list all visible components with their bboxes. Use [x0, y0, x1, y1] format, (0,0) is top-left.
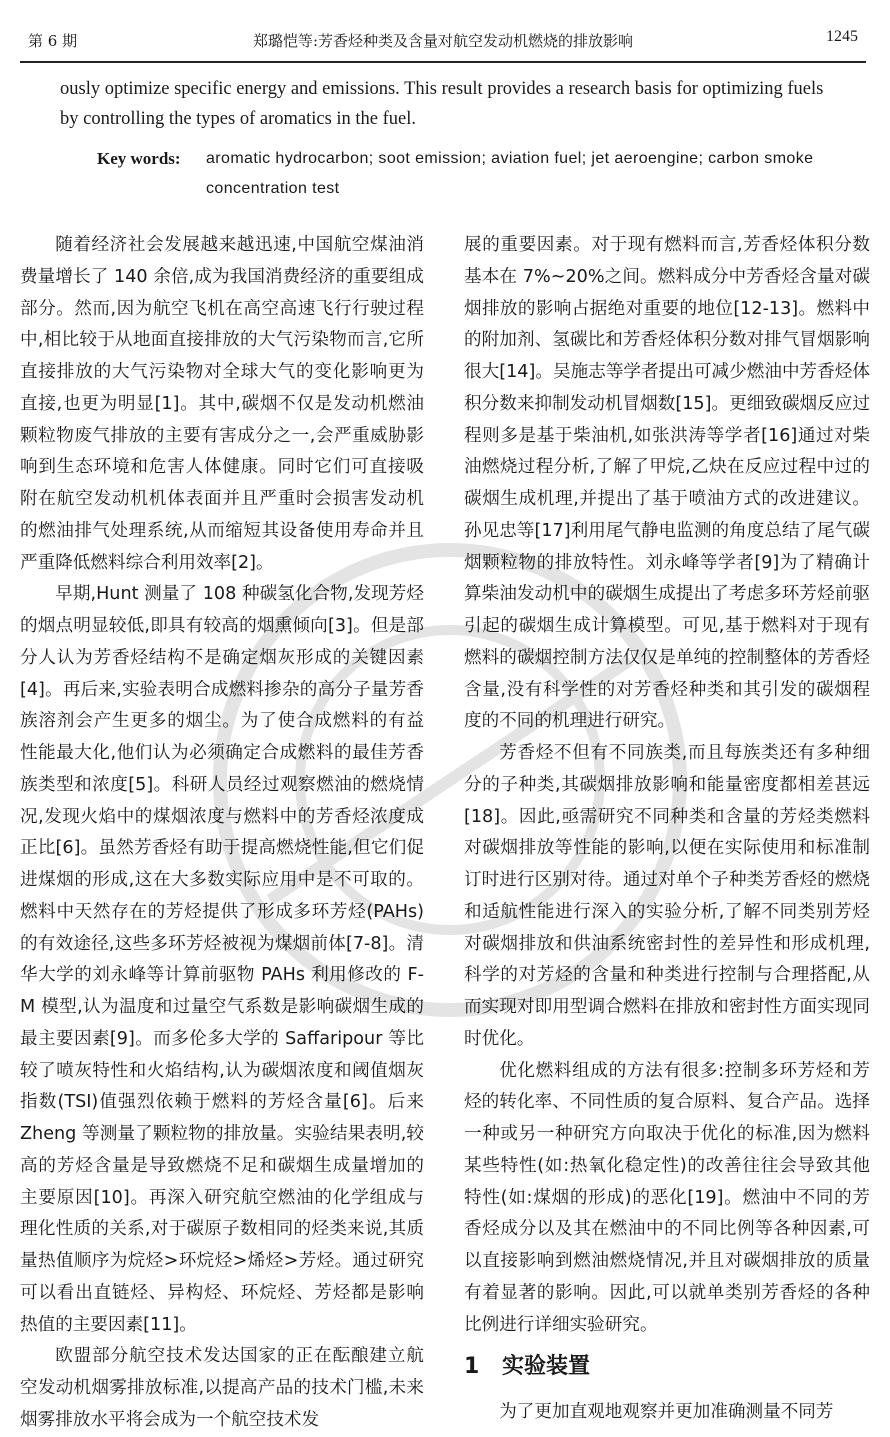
- body-paragraph: 欧盟部分航空技术发达国家的正在酝酿建立航空发动机烟雾排放标准,以提高产品的技术门槛,未来烟雾排放水平将会成为一个航空技术发: [20, 1346, 424, 1430]
- body-paragraph: 芳香烃不但有不同族类,而且每族类还有多种细分的子种类,其碳烟排放影响和能量密度都相差甚远[18]。因此,亟需研究不同种类和含量的芳烃类燃料对碳烟排放等性能的影响,以便在实际使用和标准制订时进行区别对待。通过对单个子种类芳香烃的燃烧和适航性能进行深入的实验分析,了解不同类别芳烃对碳烟排放和供油系统密封性的差异性和形成机理,科学的对芳烃的含量和种类进行控制与合理搭配,从而实现对即用型调合燃料在排放和密封性方面实现同时优化。: [464, 743, 870, 1049]
- section-number: 1: [464, 1354, 480, 1380]
- running-title: 郑璐恺等:芳香烃种类及含量对航空发动机燃烧的排放影响: [252, 32, 634, 50]
- header-rule: [20, 61, 866, 63]
- section-heading: [464, 1351, 870, 1383]
- keywords-text: aromatic hydrocarbon; soot emission; aviation fuel; jet aeroengine; carbon smoke concentration test: [206, 150, 814, 197]
- body-paragraph: 随着经济社会发展越来越迅速,中国航空煤油消费量增长了 140 余倍,成为我国消费经济的重要组成部分。然而,因为航空飞机在高空高速飞行行驶过程中,相比较于从地面直接排放的大气污染物而言,它所直接排放的大气污染物对全球大气的变化影响更为直接,也更为明显[1]。其中,碳烟不仅是发动机燃油颗粒物废气排放的主要有害成分之一,会严重威胁影响到生态环境和危害人体健康。同时它们可直接吸附在航空发动机机体表面并且严重时会损害发动机的燃油排气处理系统,从而缩短其设备使用寿命并且严重降低燃料综合利用效率[2]。: [20, 235, 424, 573]
- body-paragraph: 为了更加直观地观察并更加准确测量不同芳: [499, 1402, 834, 1422]
- page-number: 1245: [826, 28, 858, 45]
- left-column: [20, 230, 424, 1437]
- body-paragraph: 早期,Hunt 测量了 108 种碳氢化合物,发现芳烃的烟点明显较低,即具有较高的烟熏倾向[3]。但是部分人认为芳香烃结构不是确定烟灰形成的关键因素[4]。再后来,实验表明合成燃料掺杂的高分子量芳香族溶剂会产生更多的烟尘。为了使合成燃料的有益性能最大化,他们认为必须确定合成燃料的最佳芳香族类型和浓度[5]。科研人员经过观察燃油的燃烧情况,发现火焰中的煤烟浓度与燃料中的芳香烃浓度成正比[6]。虽然芳香烃有助于提高燃烧性能,但它们促进煤烟的形成,这在大多数实际应用中是不可取的。燃料中天然存在的芳烃提供了形成多环芳烃(PAHs)的有效途径,这些多环芳烃被视为煤烟前体[7-8]。清华大学的刘永峰等计算前驱物 PAHs 利用修改的 F-M 模型,认为温度和过量空气系数是影响碳烟生成的最主要因素[9]。而多伦多大学的 Saffaripour 等比较了喷灰特性和火焰结构,认为碳烟浓度和阈值烟灰指数(TSI)值强烈依赖于燃料的芳烃含量[6]。后来 Zheng 等测量了颗粒物的排放量。实验结果表明,较高的芳烃含量是导致燃烧不足和碳烟生成量增加的主要原因[10]。再深入研究航空燃油的化学组成与理化性质的关系,对于碳原子数相同的烃类来说,其质量热值顺序为烷烃>环烷烃>烯烃>芳烃。通过研究可以看出直链烃、异构烃、环烷烃、芳烃都是影响热值的主要因素[11]。: [20, 584, 424, 1335]
- right-column: [464, 230, 870, 1429]
- running-header: [20, 26, 866, 54]
- issue-label: 第 6 期: [28, 32, 78, 50]
- body-paragraph: 展的重要因素。对于现有燃料而言,芳香烃体积分数基本在 7%~20%之间。燃料成分中芳香烃含量对碳烟排放的影响占据绝对重要的地位[12-13]。燃料中的附加剂、氢碳比和芳香烃体积分数对排气冒烟影响很大[14]。吴施志等学者提出可减少燃油中芳香烃体积分数来抑制发动机冒烟数[15]。更细致碳烟反应过程则多是基于柴油机,如张洪涛等学者[16]通过对柴油燃烧过程分析,了解了甲烷,乙炔在反应过程中过的碳烟生成机理,并提出了基于喷油方式的改进建议。孙见忠等[17]利用尾气静电监测的角度总结了尾气碳烟颗粒物的排放特性。刘永峰等学者[9]为了精确计算柴油发动机中的碳烟生成提出了考虑多环芳烃前驱引起的碳烟生成计算模型。可见,基于燃料对于现有燃料的碳烟控制方法仅仅是单纯的控制整体的芳香烃含量,没有科学性的对芳香烃种类和其引发的碳烟程度的不同的机理进行研究。: [464, 235, 870, 732]
- keywords-label: Key words:: [97, 149, 181, 168]
- abstract-tail: ously optimize specific energy and emissions. This result provides a research basis for optimizing fuels by controlling the types of aromatics in the fuel.: [60, 79, 824, 129]
- section-title: 实验装置: [502, 1354, 591, 1380]
- body-paragraph: 优化燃料组成的方法有很多:控制多环芳烃和芳烃的转化率、不同性质的复合原料、复合产品。选择一种或另一种研究方向取决于优化的标准,因为燃料某些特性(如:热氧化稳定性)的改善往往会导致其他特性(如:煤烟的形成)的恶化[19]。燃油中不同的芳香烃成分以及其在燃油中的不同比例等各种因素,可以直接影响到燃油燃烧情况,并且对碳烟排放的质量有着显著的影响。因此,可以就单类别芳香烃的各种比例进行详细实验研究。: [464, 1060, 870, 1335]
